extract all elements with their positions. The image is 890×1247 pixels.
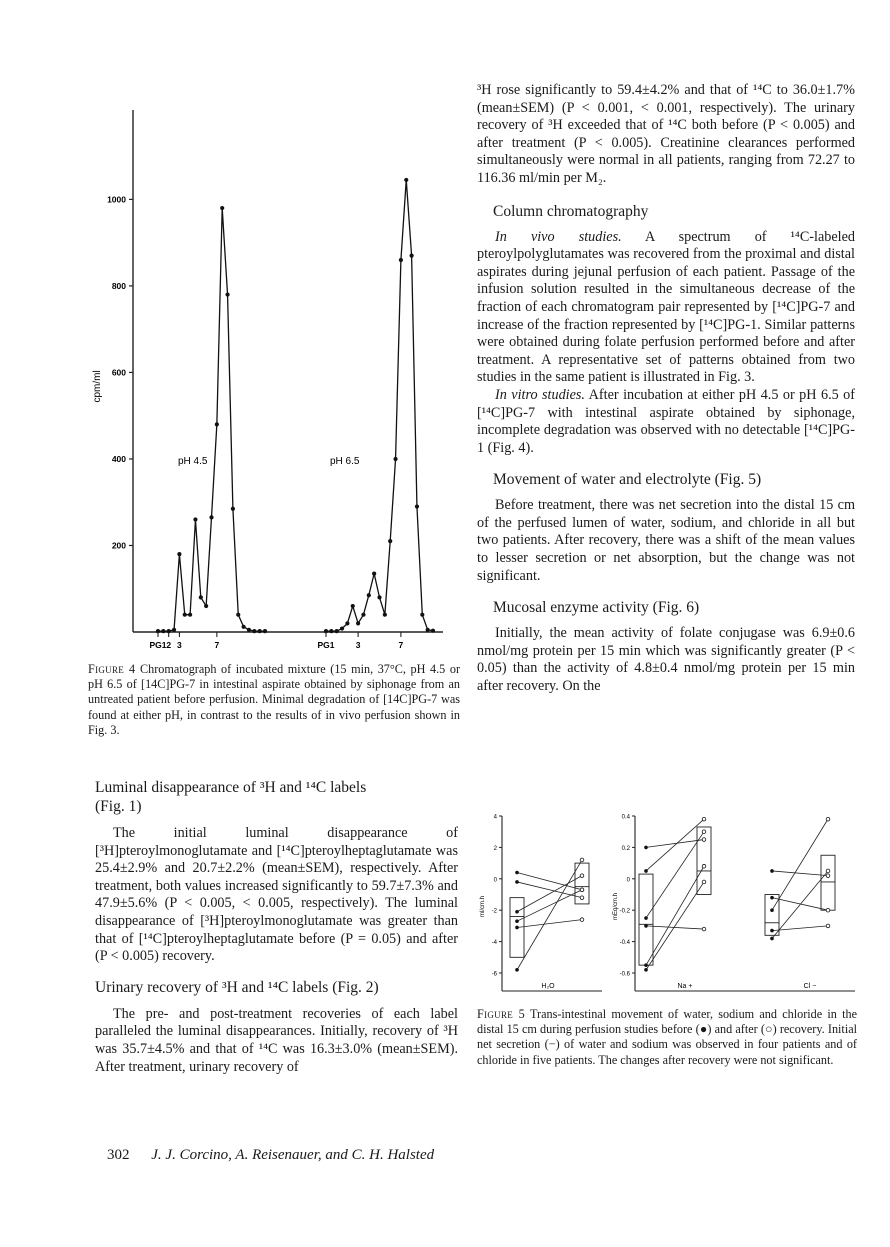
y-tick-label: 1000: [107, 194, 126, 205]
patient-line: [517, 890, 582, 921]
after-point: [826, 874, 830, 878]
data-point: [172, 628, 176, 632]
data-point: [247, 628, 251, 632]
y-tick-label: 0: [493, 877, 497, 884]
patient-line: [772, 819, 828, 910]
paragraph-mucosal: Initially, the mean activity of folate conjugase was 6.9±0.6 nmol/mg protein per 15 min which was significantly greater (P < 0.05) than the activity of 4.8±0.4 nmol/mg protein per 15 min after recovery. On the: [477, 625, 855, 695]
invivo-text: A spectrum of ¹⁴C-labeled pteroylpolyglutamates was recovered from the proximal and distal aspirates during jejunal perfusion of each patient. Passage of the infusion solution resulted in the simultaneous decrease of the fraction of each chromatogram pair represented by [¹⁴C]PG-7 and increase of the fraction represented by [¹⁴C]PG-1. Similar patterns were obtained during folate perfusion performed before and after treatment. A representative set of patterns obtained from two studies in the same patient is illustrated in Fig. 3.: [477, 228, 855, 386]
y-tick-label: -4: [491, 940, 497, 947]
panel-label: pH 6.5: [330, 455, 360, 467]
y-tick-label: 400: [111, 453, 126, 464]
before-point: [515, 880, 519, 884]
y-tick-label: 0.2: [621, 845, 630, 852]
data-point: [242, 625, 246, 629]
data-point: [388, 539, 392, 543]
data-point: [252, 629, 256, 633]
data-point: [156, 629, 160, 633]
y-tick-label: -0.4: [619, 940, 630, 947]
figure-4-label: Figure 4: [88, 662, 136, 676]
after-point: [702, 838, 706, 842]
after-point: [826, 869, 830, 873]
data-point: [356, 621, 360, 625]
series-line-ph45: [158, 208, 265, 631]
x-marker-label: 3: [177, 640, 182, 650]
x-marker-label: 7: [398, 640, 404, 650]
after-box: [821, 855, 835, 910]
figure-5-chart: [470, 808, 862, 1000]
x-marker-label: 3: [355, 640, 361, 650]
footer-authors: J. J. Corcino, A. Reisenauer, and C. H. Halsted: [151, 1147, 435, 1163]
data-point: [236, 613, 240, 617]
data-point: [258, 629, 262, 633]
data-point: [183, 613, 187, 617]
paragraph-water: Before treatment, there was net secretion into the distal 15 cm of the perfused lumen of water, sodium, and chloride in all but two patients. After recovery, there was a shift of the mean values to lesser secretion or net absorption, but the change was not significant.: [477, 497, 855, 584]
before-point: [644, 924, 648, 928]
invivo-label: In vivo studies.: [495, 228, 622, 245]
invitro-text: After incubation at either pH 4.5 or pH 6.5 of [¹⁴C]PG-7 with intestinal aspirate obtained by siphonage, incomplete degradation was observed with no detectable [¹⁴C]PG-1 (Fig. 4).: [477, 386, 856, 456]
figure-4-caption: [88, 662, 460, 738]
figure-5-caption-text: Trans-intestinal movement of water, sodium and chloride in the distal 15 cm during perfusion studies before (●) and after (○) recovery. Initial net secretion (−) of water and sodium was observed in four patients and of chloride in five patients. The changes after recovery were not significant.: [477, 1007, 857, 1067]
y-tick-label: -6: [491, 971, 497, 978]
patient-line: [646, 882, 704, 970]
y-axis-label: ml/cm.h: [480, 896, 486, 917]
figure-5-caption: [477, 1007, 857, 1068]
paragraph-urinary: The pre- and post-treatment recoveries of each label paralleled the luminal disappearances. Initially, recovery of ³H was 35.7±4.5% and that of ¹⁴C was 16.3±3.0% (mean±SEM). After treatment, urinary recovery of: [95, 1005, 458, 1075]
data-point: [426, 628, 430, 632]
page-number: 302: [107, 1147, 130, 1163]
heading-water-electrolyte: Movement of water and electrolyte (Fig. 5): [493, 471, 762, 489]
after-point: [826, 908, 830, 912]
y-axis-label: mEq/cm.h: [613, 892, 619, 921]
page-footer: [107, 1147, 807, 1164]
paragraph-invivo: [477, 229, 855, 387]
after-box: [697, 827, 711, 895]
before-point: [770, 929, 774, 933]
data-point: [209, 515, 213, 519]
after-point: [826, 817, 830, 821]
data-point: [225, 292, 229, 296]
data-point: [420, 613, 424, 617]
data-point: [393, 457, 397, 461]
data-point: [199, 595, 203, 599]
data-point: [377, 595, 381, 599]
data-point: [410, 254, 414, 258]
y-tick-label: 800: [111, 280, 126, 291]
paragraph-luminal: The initial luminal disappearance of [³H]pteroylmonoglutamate and [¹⁴C]pteroylheptaglutamate was 25.4±2.9% and 20.7±2.2% (mean±SEM), respectively. After treatment, both values increased significantly to 59.7±7.3% and 47.9±5.6% (P < 0.005, < 0.005, respectively). The luminal disappearance of [³H]pteroylmonoglutamate was greater than that of [¹⁴C]pteroylheptaglutamate before (P = 0.05) and after (P < 0.005) recovery.: [95, 825, 458, 965]
data-point: [324, 629, 328, 633]
before-point: [515, 926, 519, 930]
data-point: [404, 178, 408, 182]
after-point: [702, 864, 706, 868]
data-point: [231, 507, 235, 511]
data-point: [161, 629, 165, 633]
after-point: [702, 830, 706, 834]
y-tick-label: -2: [491, 908, 497, 915]
data-point: [415, 504, 419, 508]
heading-column-chromatography: Column chromatography: [493, 202, 649, 220]
after-point: [580, 874, 584, 878]
y-axis-label: cpm/ml: [92, 370, 103, 403]
data-point: [215, 422, 219, 426]
after-point: [580, 918, 584, 922]
y-tick-label: 0.4: [621, 814, 630, 821]
patient-line: [646, 840, 704, 848]
data-point: [329, 629, 333, 633]
data-point: [351, 604, 355, 608]
panel-label: Na +: [677, 983, 693, 990]
y-tick-label: 2: [493, 845, 497, 852]
before-point: [515, 919, 519, 923]
data-point: [204, 604, 208, 608]
series-line-ph65: [326, 180, 433, 631]
data-point: [263, 629, 267, 633]
after-point: [702, 880, 706, 884]
before-point: [644, 968, 648, 972]
data-point: [383, 613, 387, 617]
before-point: [644, 963, 648, 967]
right-column: [477, 82, 855, 696]
figure-4-caption-text: Chromatograph of incubated mixture (15 min, 37°C, pH 4.5 or pH 6.5 of [14C]PG-7 in intestinal aspirate obtained by siphonage from an untreated patient before perfusion. Minimal degradation of [14C]PG-7 was found at either pH, in contrast to the results of in vivo perfusion shown in Fig. 3.: [88, 662, 460, 737]
heading-urinary: Urinary recovery of ³H and ¹⁴C labels (Fig. 2): [95, 978, 379, 996]
before-point: [770, 908, 774, 912]
after-point: [702, 817, 706, 821]
after-point: [826, 924, 830, 928]
data-point: [335, 629, 339, 633]
data-point: [193, 517, 197, 521]
data-point: [431, 629, 435, 633]
x-marker-label: PG1: [149, 640, 167, 650]
panel-label: H₂O: [541, 983, 555, 990]
data-point: [361, 613, 365, 617]
data-point: [340, 626, 344, 630]
x-marker-label: 7: [214, 640, 220, 650]
y-tick-label: 600: [111, 367, 126, 378]
before-point: [770, 896, 774, 900]
after-point: [702, 927, 706, 931]
before-point: [644, 916, 648, 920]
before-point: [644, 869, 648, 873]
data-point: [188, 613, 192, 617]
heading-mucosal: Mucosal enzyme activity (Fig. 6): [493, 599, 700, 617]
before-point: [644, 846, 648, 850]
left-column: [95, 778, 458, 1076]
patient-line: [517, 920, 582, 928]
y-tick-label: 0: [626, 877, 630, 884]
patient-line: [646, 866, 704, 965]
y-tick-label: 4: [493, 814, 497, 821]
data-point: [367, 593, 371, 597]
heading-luminal-line1: Luminal disappearance of ³H and ¹⁴C labels: [95, 779, 367, 796]
data-point: [167, 629, 171, 633]
before-point: [515, 871, 519, 875]
after-point: [580, 896, 584, 900]
x-marker-label: PG1: [317, 640, 335, 650]
panel-label: Cl −: [803, 983, 817, 990]
before-point: [515, 910, 519, 914]
patient-line: [772, 871, 828, 876]
data-point: [372, 571, 376, 575]
y-tick-label: -0.6: [619, 971, 630, 978]
before-point: [770, 937, 774, 941]
paragraph-invitro: [477, 387, 855, 457]
y-tick-label: 200: [111, 540, 126, 551]
panel-label: pH 4.5: [178, 455, 208, 467]
data-point: [345, 621, 349, 625]
heading-luminal-line2: (Fig. 1): [95, 798, 142, 815]
paragraph-continued: ³H rose significantly to 59.4±4.2% and that of ¹⁴C to 36.0±1.7% (mean±SEM) (P < 0.001, < 0.001, respectively). The urinary recovery of ³H exceeded that of ¹⁴C both before (P < 0.005) and after treatment (P < 0.005). Creatinine clearances performed simultaneously were normal in all patients, ranging from 72.27 to 116.36 ml/min per M₂.: [477, 82, 855, 186]
patient-line: [517, 860, 582, 970]
data-point: [399, 258, 403, 262]
patient-line: [772, 898, 828, 911]
figure-4-chart: [88, 80, 460, 658]
data-point: [220, 206, 224, 210]
x-marker-label: 2: [166, 640, 172, 650]
data-point: [177, 552, 181, 556]
invitro-label: In vitro studies.: [495, 386, 585, 403]
figure-5-label: Figure 5: [477, 1007, 526, 1021]
y-tick-label: -0.2: [619, 908, 630, 915]
after-point: [580, 858, 584, 862]
after-point: [580, 888, 584, 892]
patient-line: [517, 882, 582, 898]
before-point: [515, 968, 519, 972]
before-point: [770, 869, 774, 873]
